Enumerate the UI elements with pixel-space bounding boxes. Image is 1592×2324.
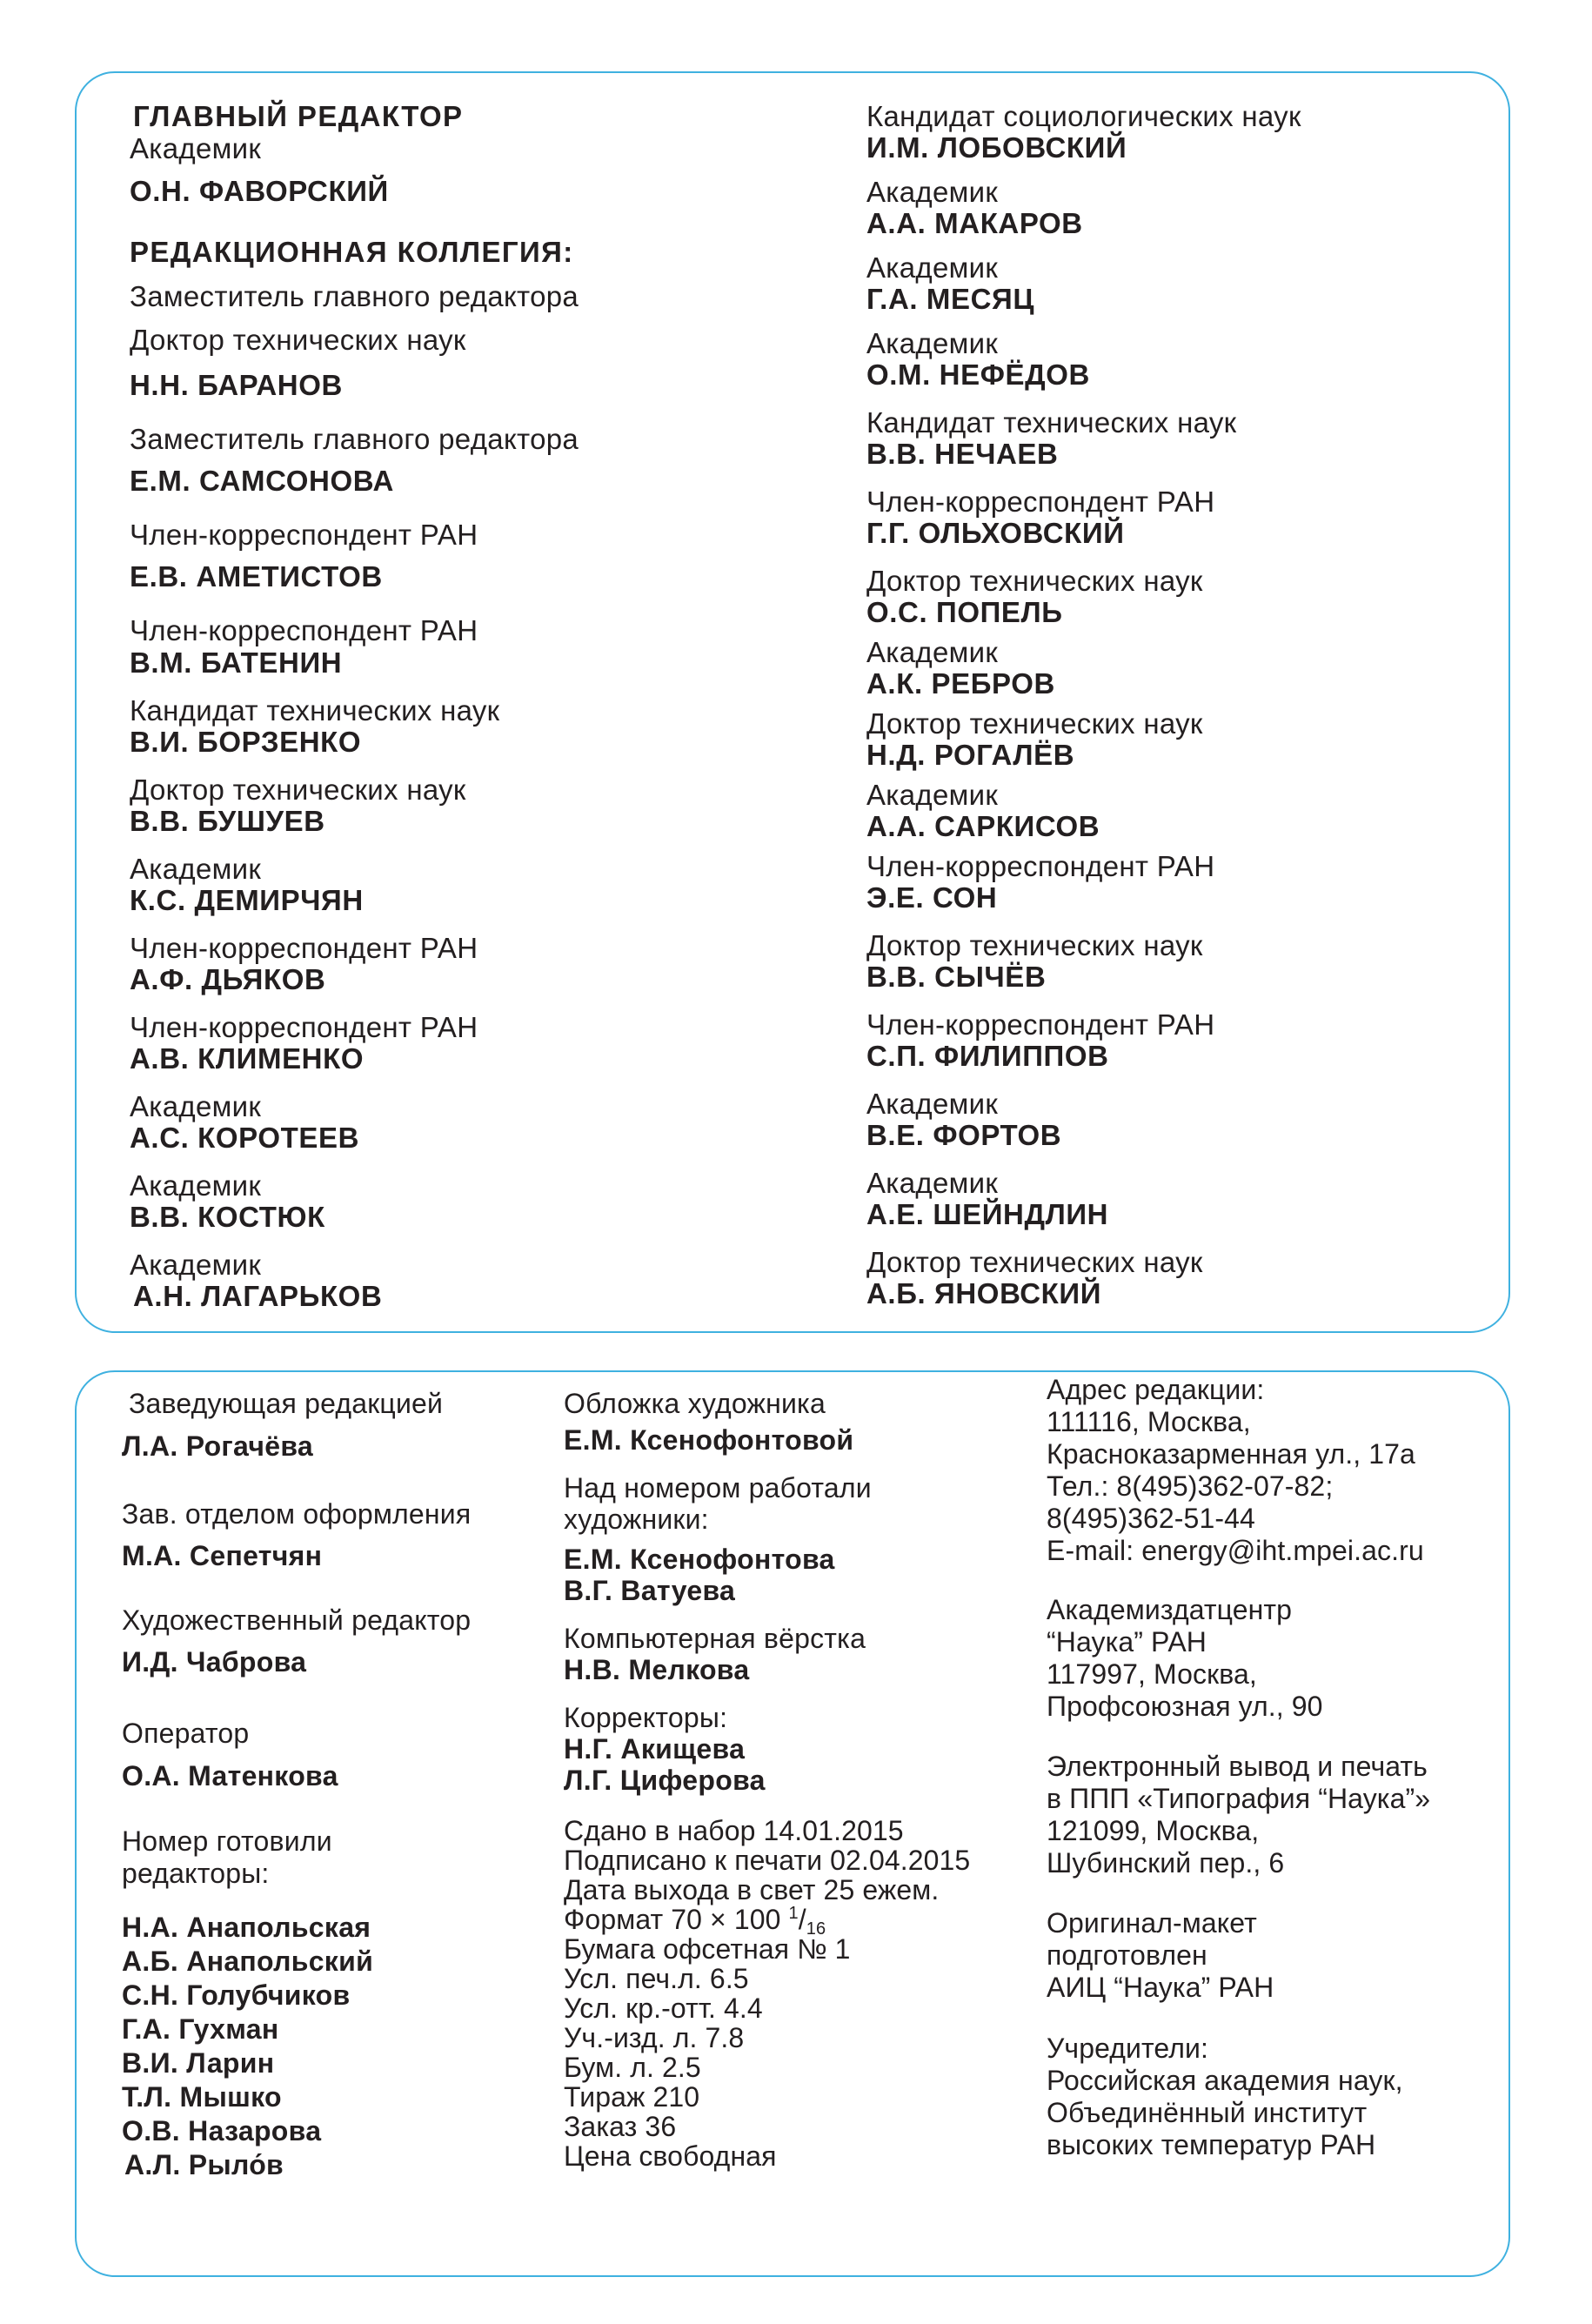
imprint-format: Формат 70 × 100 $^1/_{16}$ xyxy=(564,1904,826,1939)
founders-block xyxy=(1047,2033,1403,2161)
member-rank: Доктор технических наук xyxy=(866,565,1203,597)
founders-line: Учредители: xyxy=(1047,2033,1209,2064)
editor-name: А.Б. Анапольский xyxy=(122,1946,374,1977)
printing-line: 121099, Москва, xyxy=(1047,1815,1260,1846)
address-line: 8(495)362-51-44 xyxy=(1047,1503,1255,1534)
design-head-name: М.А. Сепетчян xyxy=(122,1540,323,1571)
cover-artist-role: Обложка художника xyxy=(564,1388,826,1419)
address-line: Тел.: 8(495)362-07-82; xyxy=(1047,1470,1334,1502)
editor-name: С.Н. Голубчиков xyxy=(122,1979,351,2011)
member-name: А.Е. ШЕЙНДЛИН xyxy=(866,1198,1109,1230)
head-editor-name: Л.А. Рогачёва xyxy=(122,1430,313,1462)
operator-role: Оператор xyxy=(122,1718,250,1749)
member-rank: Член-корреспондент РАН xyxy=(866,850,1215,882)
operator-name: О.А. Матенкова xyxy=(122,1760,338,1792)
deputy-rank: Доктор технических наук xyxy=(130,324,466,356)
artist-name: Е.М. Ксенофонтова xyxy=(564,1544,835,1575)
member-name: В.В. КОСТЮК xyxy=(130,1201,325,1233)
member-rank: Доктор технических наук xyxy=(866,1246,1203,1278)
publisher-line: “Наука” РАН xyxy=(1047,1626,1207,1658)
design-head-role: Зав. отделом оформления xyxy=(122,1498,472,1530)
layout-role: Компьютерная вёрстка xyxy=(564,1623,866,1654)
member-name: И.М. ЛОБОВСКИЙ xyxy=(866,131,1127,164)
member-name: А.А. САРКИСОВ xyxy=(866,810,1100,842)
layout-line: АИЦ “Наука” РАН xyxy=(1047,1972,1274,2003)
address-line: Красноказарменная ул., 17а xyxy=(1047,1438,1415,1470)
email-line: E-mail: energy@iht.mpei.ac.ru xyxy=(1047,1535,1424,1566)
member-rank: Академик xyxy=(866,176,999,208)
proofreader-name: Л.Г. Циферова xyxy=(564,1765,766,1796)
printing-line: Шубинский пер., 6 xyxy=(1047,1847,1285,1879)
member-name: В.В. СЫЧЁВ xyxy=(866,961,1047,993)
member-rank: Доктор технических наук xyxy=(866,929,1203,961)
proofreaders-role: Корректоры: xyxy=(564,1702,728,1733)
imprint-print-sheets: Усл. печ.л. 6.5 xyxy=(564,1963,749,1994)
editor-name: О.В. Назарова xyxy=(122,2115,322,2147)
member-rank: Академик xyxy=(866,779,999,811)
deputy2-name: Е.М. САМСОНОВА xyxy=(130,465,394,497)
chief-editor-name: О.Н. ФАВОРСКИЙ xyxy=(130,175,389,207)
founders-line: высоких температур РАН xyxy=(1047,2129,1376,2160)
imprint-paper-sheets: Бум. л. 2.5 xyxy=(564,2052,701,2083)
art-editor-name: И.Д. Чаброва xyxy=(122,1646,307,1678)
printing-line: Электронный вывод и печать xyxy=(1047,1751,1428,1782)
printing-block xyxy=(1047,1751,1430,1879)
member-rank: Академик xyxy=(130,853,262,885)
imprint-format-numerator: 1 xyxy=(788,1904,799,1923)
member-name: Г.А. МЕСЯЦ xyxy=(866,283,1035,315)
imprint-format-denominator: 16 xyxy=(806,1919,826,1939)
member-rank: Кандидат социологических наук xyxy=(866,100,1301,132)
cover-artist-name: Е.М. Ксенофонтовой xyxy=(564,1424,854,1456)
member-rank: Член-корреспондент РАН xyxy=(130,614,478,646)
imprint-print-run: Тираж 210 xyxy=(564,2081,700,2113)
chief-editor-heading: ГЛАВНЫЙ РЕДАКТОР xyxy=(133,100,464,132)
imprint-order: Заказ 36 xyxy=(564,2111,677,2142)
member-name: Е.В. АМЕТИСТОВ xyxy=(130,560,383,593)
artist-name: В.Г. Ватуева xyxy=(564,1575,736,1606)
member-name: В.М. БАТЕНИН xyxy=(130,646,343,679)
art-editor-role: Художественный редактор xyxy=(122,1604,472,1636)
publisher-line: Академиздатцентр xyxy=(1047,1594,1293,1625)
member-rank: Академик xyxy=(866,327,999,359)
editor-name: А.Л. Рыло́в xyxy=(124,2149,284,2180)
member-name: А.Б. ЯНОВСКИЙ xyxy=(866,1277,1102,1309)
editor-name: Г.А. Гухман xyxy=(122,2013,279,2045)
editors-role: Номер готовили xyxy=(122,1825,332,1857)
deputy-role: Заместитель главного редактора xyxy=(130,280,579,312)
publisher-line: Профсоюзная ул., 90 xyxy=(1047,1691,1323,1722)
editor-name: Н.А. Анапольская xyxy=(122,1912,371,1943)
founders-line: Российская академия наук, xyxy=(1047,2065,1403,2096)
member-rank: Член-корреспондент РАН xyxy=(130,1011,478,1043)
imprint-list xyxy=(564,1816,970,2171)
imprint-submitted: Сдано в набор 14.01.2015 xyxy=(564,1815,904,1846)
member-name: Э.Е. СОН xyxy=(866,881,998,914)
member-name: А.Н. ЛАГАРЬКОВ xyxy=(133,1280,383,1312)
printing-line: в ППП «Типография “Наука”» xyxy=(1047,1783,1431,1814)
member-name: О.С. ПОПЕЛЬ xyxy=(866,596,1063,628)
member-name: Г.Г. ОЛЬХОВСКИЙ xyxy=(866,517,1125,549)
member-name: В.В. БУШУЕВ xyxy=(130,805,325,837)
publisher-line: 117997, Москва, xyxy=(1047,1658,1257,1690)
member-name: В.В. НЕЧАЕВ xyxy=(866,438,1059,470)
editor-name: В.И. Ларин xyxy=(122,2047,275,2079)
imprint-price: Цена свободная xyxy=(564,2140,777,2172)
artists-role: художники: xyxy=(564,1504,709,1535)
member-name: С.П. ФИЛИППОВ xyxy=(866,1040,1109,1072)
editorial-board-heading: РЕДАКЦИОННАЯ КОЛЛЕГИЯ: xyxy=(130,236,574,268)
imprint-format-text: Формат 70 × 100 xyxy=(564,1904,789,1935)
artists-role: Над номером работали xyxy=(564,1472,872,1504)
address-line: Адрес редакции: xyxy=(1047,1374,1265,1405)
member-name: А.С. КОРОТЕЕВ xyxy=(130,1122,360,1154)
member-rank: Академик xyxy=(130,1169,262,1202)
imprint-signed: Подписано к печати 02.04.2015 xyxy=(564,1845,971,1876)
member-rank: Академик xyxy=(866,1167,999,1199)
chief-editor-rank: Академик xyxy=(130,132,262,164)
member-rank: Член-корреспондент РАН xyxy=(866,1008,1215,1041)
member-rank: Академик xyxy=(130,1090,262,1122)
member-name: А.К. РЕБРОВ xyxy=(866,667,1055,700)
imprint-color-prints: Усл. кр.-отт. 4.4 xyxy=(564,1992,763,2024)
editors-role: редакторы: xyxy=(122,1858,270,1889)
imprint-frequency: Дата выхода в свет 25 ежем. xyxy=(564,1874,940,1905)
deputy2-role: Заместитель главного редактора xyxy=(130,423,579,455)
member-name: О.М. НЕФЁДОВ xyxy=(866,358,1090,391)
publisher-block xyxy=(1047,1594,1323,1723)
proofreader-name: Н.Г. Акищева xyxy=(564,1733,746,1765)
editor-name: Т.Л. Мышко xyxy=(122,2081,282,2113)
member-name: А.А. МАКАРОВ xyxy=(866,207,1083,239)
member-rank: Член-корреспондент РАН xyxy=(866,486,1215,518)
member-name: К.С. ДЕМИРЧЯН xyxy=(130,884,364,916)
address-line: 111116, Москва, xyxy=(1047,1406,1251,1437)
founders-line: Объединённый институт xyxy=(1047,2097,1368,2128)
member-name: В.Е. ФОРТОВ xyxy=(866,1119,1062,1151)
member-rank: Академик xyxy=(866,1088,999,1120)
member-rank: Член-корреспондент РАН xyxy=(130,519,478,551)
member-name: В.И. БОРЗЕНКО xyxy=(130,726,362,758)
head-editor-role: Заведующая редакцией xyxy=(129,1388,444,1419)
layout-line: Оригинал-макет xyxy=(1047,1907,1257,1939)
editorial-address-block xyxy=(1047,1374,1424,1567)
member-name: Н.Д. РОГАЛЁВ xyxy=(866,739,1075,771)
member-rank: Кандидат технических наук xyxy=(130,694,500,727)
member-name: А.В. КЛИМЕНКО xyxy=(130,1042,365,1075)
imprint-publ-sheets: Уч.-изд. л. 7.8 xyxy=(564,2022,745,2053)
member-rank: Член-корреспондент РАН xyxy=(130,932,478,964)
layout-line: подготовлен xyxy=(1047,1939,1207,1971)
member-rank: Кандидат технических наук xyxy=(866,406,1237,439)
layout-prepared-block xyxy=(1047,1907,1274,2004)
deputy-name: Н.Н. БАРАНОВ xyxy=(130,369,343,401)
member-rank: Доктор технических наук xyxy=(866,707,1203,740)
member-rank: Академик xyxy=(130,1249,262,1281)
layout-name: Н.В. Мелкова xyxy=(564,1654,750,1685)
member-rank: Академик xyxy=(866,251,999,284)
member-rank: Академик xyxy=(866,636,999,668)
member-name: А.Ф. ДЬЯКОВ xyxy=(130,963,326,995)
member-rank: Доктор технических наук xyxy=(130,774,466,806)
imprint-paper: Бумага офсетная № 1 xyxy=(564,1933,851,1965)
